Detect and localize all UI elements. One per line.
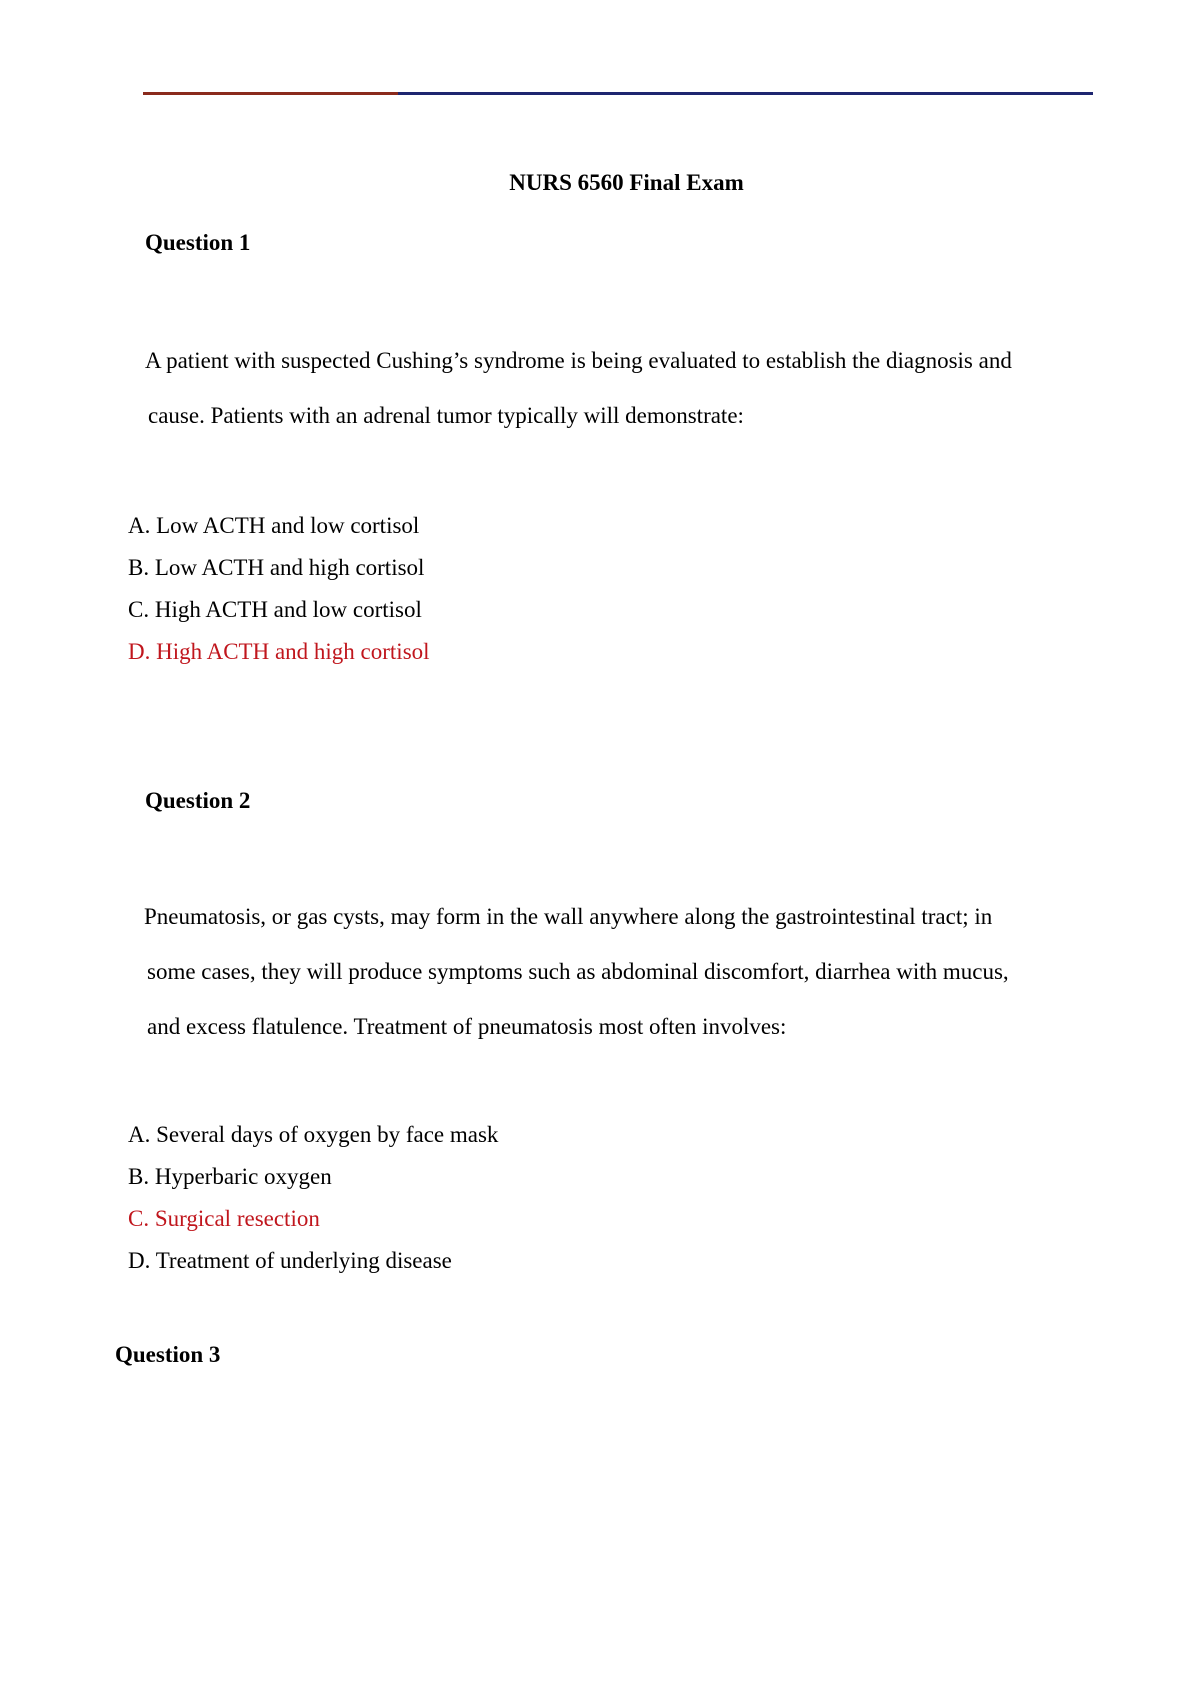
question-2-stem-line: some cases, they will produce symptoms such as abdominal discomfort, diarrhea with mucus, — [147, 959, 1009, 984]
question-2-stem-line: Pneumatosis, or gas cysts, may form in the wall anywhere along the gastrointestinal tract; in — [144, 904, 993, 929]
question-2-stem — [144, 889, 1009, 1054]
question-2-option-c-correct[interactable]: C. Surgical resection — [128, 1206, 320, 1231]
question-3-label: Question 3 — [115, 1342, 221, 1367]
exam-title: NURS 6560 Final Exam — [509, 170, 744, 195]
question-1-option-a[interactable]: A. Low ACTH and low cortisol — [128, 513, 420, 538]
question-1-stem-line: cause. Patients with an adrenal tumor typically will demonstrate: — [148, 403, 744, 428]
question-2-option-d[interactable]: D. Treatment of underlying disease — [128, 1248, 452, 1273]
question-1-stem — [145, 333, 1012, 443]
question-1-label: Question 1 — [145, 230, 251, 255]
question-2-option-b[interactable]: B. Hyperbaric oxygen — [128, 1164, 332, 1189]
header-rule — [143, 92, 1093, 95]
question-2-label: Question 2 — [145, 788, 251, 813]
question-1-option-c[interactable]: C. High ACTH and low cortisol — [128, 597, 422, 622]
question-2-stem-line: and excess flatulence. Treatment of pneumatosis most often involves: — [147, 1014, 787, 1039]
question-1-option-d-correct[interactable]: D. High ACTH and high cortisol — [128, 639, 430, 664]
question-2-options — [128, 1114, 498, 1282]
question-1-option-b[interactable]: B. Low ACTH and high cortisol — [128, 555, 425, 580]
question-1-stem-line: A patient with suspected Cushing’s syndrome is being evaluated to establish the diagnosis and — [145, 348, 1012, 373]
header-rule-accent — [143, 92, 398, 95]
question-2-option-a[interactable]: A. Several days of oxygen by face mask — [128, 1122, 499, 1147]
question-1-options — [128, 505, 430, 673]
